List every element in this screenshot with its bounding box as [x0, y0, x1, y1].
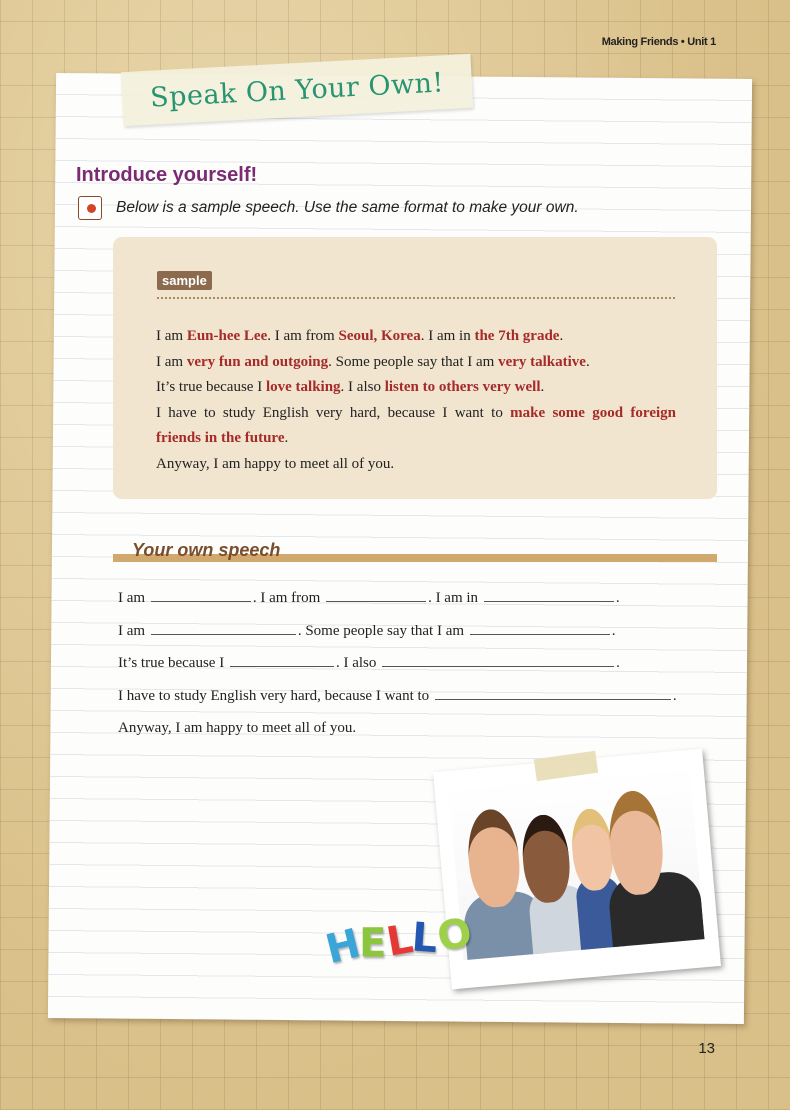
- blank-goal[interactable]: [435, 686, 671, 700]
- friends-photo: [433, 749, 721, 990]
- blank-reason[interactable]: [230, 653, 334, 667]
- sample-line-5: [156, 426, 676, 452]
- section-heading: Introduce yourself!: [76, 164, 258, 186]
- dotted-divider: [157, 297, 675, 299]
- blank-also[interactable]: [382, 653, 614, 667]
- sample-line-4: [156, 401, 676, 427]
- hello-letter: H: [321, 920, 365, 974]
- photo-image: [448, 764, 704, 960]
- blank-personality[interactable]: [151, 621, 296, 635]
- highlighted-phrase: friends in the future: [156, 430, 285, 446]
- form-line-3: It’s true because I . I also .: [118, 655, 620, 671]
- highlighted-phrase: very talkative: [498, 353, 586, 370]
- highlighted-phrase: listen to others very well: [384, 379, 541, 395]
- hello-letter: O: [433, 909, 476, 962]
- blank-trait[interactable]: [470, 621, 610, 635]
- form-line-1: I am . I am from . I am in .: [118, 590, 620, 606]
- running-header: Making Friends • Unit 1: [601, 36, 716, 48]
- own-speech-heading: Your own speech: [132, 540, 281, 560]
- sample-text: .: [284, 430, 289, 446]
- own-speech-form: [118, 588, 718, 751]
- highlighted-phrase: make some good foreign: [510, 404, 676, 421]
- page-title: Speak On Your Own!: [149, 66, 445, 114]
- hello-letter: E: [359, 920, 387, 967]
- sample-line-6: [156, 452, 676, 478]
- highlighted-phrase: love talking: [265, 379, 341, 395]
- page-number: 13: [698, 1040, 715, 1057]
- instruction-row: [78, 196, 579, 220]
- blank-name[interactable]: [151, 588, 251, 602]
- sample-line-1: [156, 324, 676, 350]
- form-line-4: I have to study English very hard, because I want to .: [118, 687, 677, 704]
- form-line-5: Anyway, I am happy to meet all of you.: [118, 720, 357, 736]
- sample-line-3: [156, 375, 676, 401]
- highlighted-phrase: the 7th grade: [474, 328, 560, 344]
- sample-tag: sample: [157, 271, 212, 290]
- notepad-icon: [78, 196, 102, 220]
- sample-text: .: [540, 379, 545, 395]
- sample-text: . I am from: [267, 328, 339, 344]
- sample-text: . Some people say that I am: [328, 353, 499, 370]
- sample-text: .: [559, 328, 564, 344]
- instruction-text: Below is a sample speech. Use the same format to make your own.: [116, 199, 579, 216]
- sample-text: . I am in: [420, 328, 475, 344]
- highlighted-phrase: very fun and outgoing: [186, 353, 329, 370]
- hello-letter: L: [383, 916, 417, 966]
- form-line-2: I am . Some people say that I am .: [118, 622, 616, 639]
- blank-grade[interactable]: [484, 588, 614, 602]
- sample-line-2: [156, 350, 676, 376]
- hello-letter: L: [410, 914, 440, 963]
- sample-text: It’s true because I: [156, 379, 266, 395]
- blank-hometown[interactable]: [326, 588, 426, 602]
- sample-text: I am: [156, 328, 187, 344]
- sample-text: Anyway, I am happy to meet all of you.: [156, 455, 395, 472]
- sample-text: I am: [156, 353, 187, 370]
- highlighted-phrase: Seoul, Korea: [338, 328, 421, 344]
- highlighted-phrase: Eun-hee Lee: [186, 328, 268, 344]
- sample-text: . I also: [340, 379, 385, 395]
- sample-text: .: [585, 353, 590, 370]
- sample-speech-text: [156, 324, 676, 477]
- sample-text: I have to study English very hard, because I want to: [156, 404, 511, 421]
